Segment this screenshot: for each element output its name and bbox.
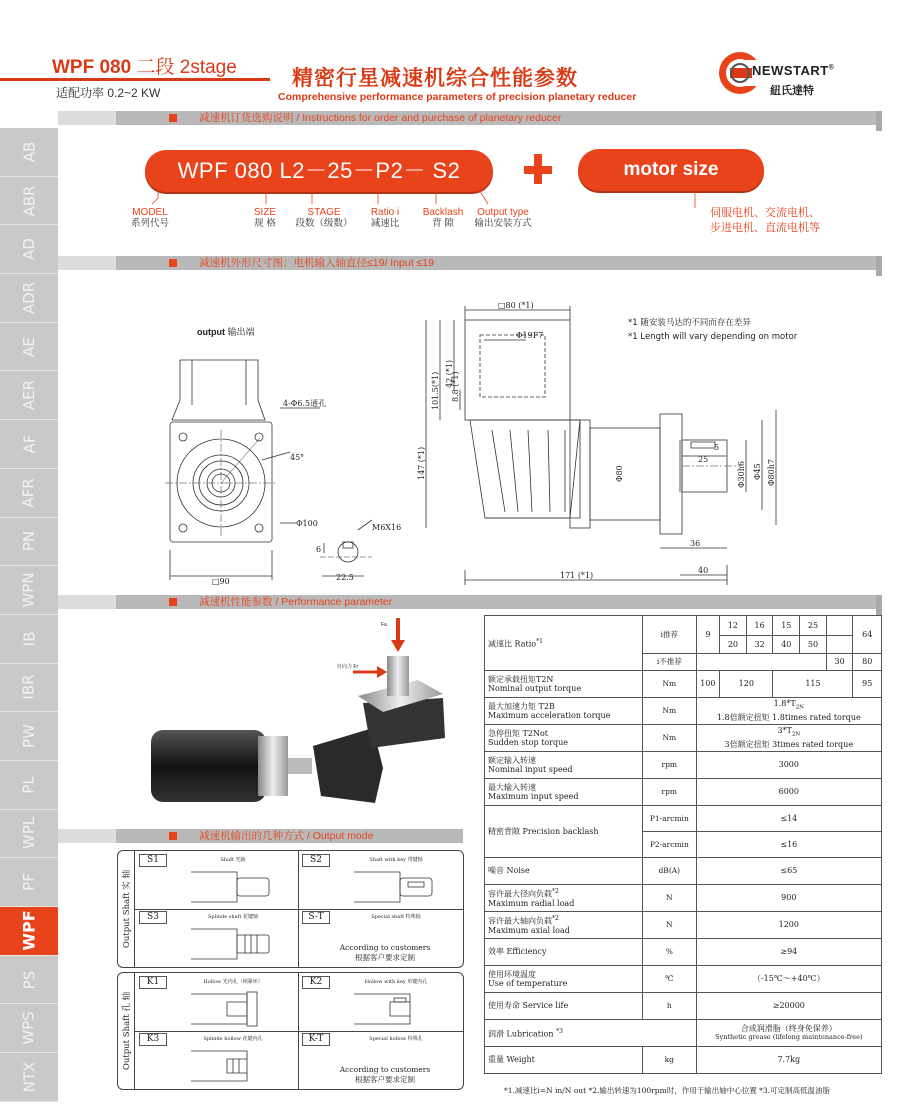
label-model-en: MODEL [132, 207, 168, 218]
side-tab-abr[interactable] [0, 177, 58, 226]
dim-holes: 4-Φ6.5通孔 [283, 399, 327, 408]
side-tab-label: PF [20, 873, 38, 891]
param-noise: 噪音 Noise [485, 858, 643, 885]
param-value: 3000 [696, 752, 881, 779]
param-cn: 额定输入转速 [488, 755, 536, 765]
side-tab-label: AD [20, 238, 38, 261]
param-cn: 额定承载扭矩T2N [488, 674, 554, 684]
param-value: ≤16 [696, 832, 881, 858]
according-text [320, 1065, 450, 1085]
dim-key-height: 22.5 [336, 573, 354, 582]
param-unit: % [642, 939, 696, 966]
label-stage-cn: 段数（级数） [295, 218, 353, 229]
motor-flange [258, 736, 288, 796]
section-title-performance: 减速机性能参数 / Performance parameter [199, 596, 393, 608]
side-tab-adr[interactable] [0, 274, 58, 323]
param-en: Use of temperature [488, 979, 568, 988]
side-tab-wpn[interactable] [0, 566, 58, 615]
label-backlash-cn: 背 隙 [432, 218, 454, 229]
stop-v1: 3*T [777, 726, 792, 736]
side-tab-label: WPL [19, 817, 38, 850]
side-tab-label: AER [19, 380, 38, 411]
side-tab-pl[interactable] [0, 761, 58, 810]
page-subtitle: Comprehensive performance parameters of precision planetary reducer [278, 91, 637, 103]
section-marker-icon [169, 832, 177, 840]
ratio-cell: 9 [696, 616, 719, 654]
ratio-cell: 40 [773, 636, 800, 654]
side-tab-af[interactable] [0, 420, 58, 469]
cell-code: K-T [302, 1033, 330, 1046]
model-code: WPF 080 [52, 57, 132, 78]
side-tab-label: PL [20, 776, 38, 794]
dim-8-8: 8.8 (*1) [451, 371, 460, 402]
power-range: 适配功率 0.2~2 KW [56, 86, 161, 100]
according-en: According to customers [339, 1065, 431, 1074]
label-ratio-cn: 减速比 [370, 218, 400, 229]
cell-code: S2 [302, 854, 330, 867]
param-cn: 容许最大轴向负载 [488, 916, 552, 926]
label-model-cn: 系列代号 [130, 218, 169, 229]
motor-types-line2: 步进电机、直流电机等 [710, 222, 820, 234]
model-heading [52, 52, 237, 79]
param-value: 115 [773, 671, 853, 698]
output-shaft [387, 656, 409, 696]
product-photo [143, 618, 463, 823]
section-title-output-mode: 减速机输出的几种方式 / Output mode [199, 830, 374, 842]
param-life: 使用寿命 Service life [485, 993, 643, 1020]
performance-table [484, 615, 882, 1074]
param-value: 6000 [696, 779, 881, 806]
section-bar-performance [58, 595, 882, 609]
lub-sup: *3 [556, 1027, 563, 1035]
param-value: 7.7kg [696, 1047, 881, 1074]
cell-code: K3 [139, 1033, 167, 1046]
section-marker-icon [169, 114, 177, 122]
keyed-bore-icon [350, 990, 440, 1028]
output-cn: 输出端 [227, 327, 255, 337]
param-value [696, 725, 881, 752]
lub-v1: 合成润滑脂（终身免保养） [740, 1023, 837, 1033]
side-tab-aer[interactable] [0, 371, 58, 420]
ratio-cell: 12 [720, 616, 747, 636]
dim-phi-80h7: Φ80h7 [767, 459, 776, 486]
param-unit: Nm [642, 725, 696, 752]
output-mode-diagram [117, 850, 464, 1090]
param-unit: P2-arcmin [642, 832, 696, 858]
dim-phi-80: Φ80 [615, 465, 624, 482]
dim-pcd: Φ100 [296, 519, 318, 528]
side-tab-label: AF [19, 434, 38, 454]
side-tab-pn[interactable] [0, 518, 58, 567]
label-stage-en: STAGE [307, 207, 341, 218]
ratio-blank [696, 654, 826, 671]
label-size-cn: 规 格 [254, 218, 276, 229]
param-cn: 急停扭矩 T2Not [488, 728, 548, 738]
table-row [485, 779, 882, 806]
side-tab-label: AFR [20, 478, 38, 508]
dim-key-width: 6 [316, 545, 322, 554]
param-value: ≤65 [696, 858, 881, 885]
dim-phi-45: Φ45 [753, 463, 762, 480]
param-en: Sudden stop torque [488, 738, 568, 747]
ratio-label-text: 减速比 Ratio [488, 639, 537, 649]
lub-label: 润滑 Lubrication [488, 1029, 554, 1039]
section-bar-order [58, 111, 882, 125]
page-title: 精密行星减速机综合性能参数 [292, 67, 578, 90]
cell-code: K1 [139, 976, 167, 989]
plus-icon [521, 150, 555, 190]
param-unit: dB(A) [642, 858, 696, 885]
keyed-shaft-icon [350, 868, 440, 906]
according-cn: 根据客户要求定制 [355, 953, 415, 962]
table-row [485, 1020, 882, 1047]
param-value: 900 [696, 885, 881, 912]
note-cn: *1 随安装马达的不同而存在差异 [628, 318, 751, 328]
param-lubrication [485, 1020, 697, 1047]
side-tab-label: IB [20, 631, 38, 647]
cell-code: S3 [139, 911, 167, 924]
output-cell-s3 [137, 911, 297, 965]
param-unit: Nm [642, 698, 696, 725]
side-tab-label: NTX [19, 1061, 38, 1093]
spline-bore-icon [187, 1047, 277, 1085]
output-cell-kt [300, 1033, 460, 1087]
table-row [485, 912, 882, 939]
param-accel [485, 698, 643, 725]
dim-flange-square: □80 (*1) [498, 301, 534, 310]
side-tab-ae[interactable] [0, 323, 58, 372]
param-value: 100 [696, 671, 719, 698]
motor-connector-line [690, 190, 700, 210]
according-text [320, 943, 450, 963]
dim-square: □90 [212, 577, 230, 586]
dim-angle: 45° [290, 453, 305, 462]
ratio-cell: 16 [746, 616, 773, 636]
label-backlash [418, 207, 468, 229]
param-unit: N [642, 885, 696, 912]
accel-v1: 1.8*T [773, 699, 796, 709]
section-marker-icon [169, 259, 177, 267]
ratio-blank [826, 636, 853, 654]
dim-101-5: 101.5(*1) [431, 371, 440, 410]
param-cn: 容许最大径向负载 [488, 889, 552, 899]
cell-code: S1 [139, 854, 167, 867]
ratio-blank [826, 616, 853, 636]
plain-shaft-icon [187, 868, 277, 906]
param-en: Maximum radial load [488, 899, 575, 909]
param-axial [485, 912, 643, 939]
cell-caption: Special shaft 特殊轴 [371, 914, 421, 920]
label-output-en: Output type [477, 207, 529, 218]
side-tab-label: IBR [19, 674, 38, 700]
hollow-shaft-group-label [118, 973, 135, 1089]
param-unit: ℃ [642, 966, 696, 993]
ratio-cell: 15 [773, 616, 800, 636]
side-tab-label: PN [20, 531, 38, 552]
heading-rule [0, 78, 270, 81]
cell-caption: Hollow with key 单键内孔 [364, 979, 428, 985]
param-value: ≥94 [696, 939, 881, 966]
side-output-flange [660, 414, 682, 534]
label-model [120, 207, 180, 229]
table-row [485, 725, 882, 752]
side-tab-afr[interactable] [0, 469, 58, 518]
table-row [485, 858, 882, 885]
logo-name: NEWSTART [752, 63, 829, 78]
ratio-cell: 25 [800, 616, 827, 636]
side-tab-pw[interactable] [0, 712, 58, 761]
param-radial [485, 885, 643, 912]
side-tab-label: PW [19, 724, 38, 749]
param-en: Nominal input speed [488, 765, 573, 774]
param-en: Maximum axial load [488, 926, 570, 936]
side-tab-wpl[interactable] [0, 810, 58, 859]
side-tab-label: PS [19, 970, 38, 989]
param-maxspeed [485, 779, 643, 806]
side-tab-ps[interactable] [0, 956, 58, 1005]
param-value: 120 [720, 671, 773, 698]
section-title-dimension: 减速机外形尺寸图：电机输入轴直径≤19/ Input ≤19 [199, 257, 434, 269]
param-efficiency: 效率 Efficiency [485, 939, 643, 966]
param-unit: N [642, 912, 696, 939]
side-tab-ibr[interactable] [0, 664, 58, 713]
side-tab-label: ADR [19, 281, 38, 315]
dim-147: 147 (*1) [417, 446, 426, 480]
output-en: output [197, 327, 225, 337]
side-tab-ad[interactable] [0, 225, 58, 274]
section-bar-output-mode [58, 829, 463, 843]
output-cell-k3 [137, 1033, 297, 1087]
side-tab-label: WPN [19, 572, 38, 608]
dim-36: 36 [690, 539, 701, 548]
cell-caption: Shaft 光轴 [220, 857, 246, 863]
param-cn: 最大输入转速 [488, 782, 536, 792]
order-code-pill: WPF 080 L2－25－P2－ S2 [145, 150, 493, 192]
param-value: （-15℃～+40℃） [696, 966, 881, 993]
param-unit: rpm [642, 752, 696, 779]
dim-phi-30: Φ30h6 [737, 461, 746, 488]
dim-42: 42 (*1) [445, 359, 454, 388]
table-row [485, 966, 882, 993]
cell-caption: Shaft with key 带键轴 [369, 857, 423, 863]
param-stop [485, 725, 643, 752]
param-unit: kg [642, 1047, 696, 1074]
cell-caption: Special hollow 特殊孔 [369, 1036, 423, 1042]
table-row [485, 671, 882, 698]
ratio-label [485, 616, 643, 671]
label-ratio-en: Ratio i [370, 207, 400, 218]
cell-code: K2 [302, 976, 330, 989]
front-top-housing [172, 360, 265, 420]
param-backlash: 精密背隙 Precision backlash [485, 806, 643, 858]
dim-5: 5 [714, 443, 720, 452]
side-taper [470, 420, 580, 518]
label-output-type [470, 207, 536, 229]
table-row [485, 806, 882, 832]
param-cn: 使用环境温度 [488, 969, 536, 979]
side-body [590, 428, 660, 520]
spline-shaft-icon [187, 925, 277, 963]
output-cell-s2 [300, 854, 460, 908]
dim-25: 25 [698, 455, 709, 464]
side-tab-label: WPF [19, 910, 39, 951]
param-speed [485, 752, 643, 779]
output-cell-st [300, 911, 460, 965]
table-row [485, 939, 882, 966]
param-sup: *2 [552, 915, 559, 923]
param-en: Maximum input speed [488, 792, 579, 801]
motor-shaft [288, 758, 312, 774]
side-tab-wpf[interactable] [0, 907, 58, 956]
side-tab-label: WPS [20, 1011, 38, 1045]
according-cn: 根据客户要求定制 [355, 1075, 415, 1084]
cell-code: S-T [302, 911, 330, 924]
param-sup: *2 [552, 888, 559, 896]
param-en: Nominal output torque [488, 684, 582, 693]
accel-v1-sub: 2N [795, 704, 804, 711]
param-value [696, 1020, 881, 1047]
param-cn: 最大加速力矩 T2B [488, 701, 555, 711]
param-value: ≤14 [696, 806, 881, 832]
param-temp [485, 966, 643, 993]
ratio-cell: 80 [853, 654, 882, 671]
cell-caption: Hollow 光内孔（锁紧环） [203, 979, 263, 985]
motor-types [700, 206, 830, 236]
table-row [485, 698, 882, 725]
solid-shaft-group-label [118, 851, 135, 967]
lub-v2: Synthetic grease (lifelong maintenance-free) [715, 1033, 863, 1041]
ratio-cell: 20 [720, 636, 747, 654]
section-bar-dimension [58, 256, 882, 270]
solid-shaft-group [117, 850, 464, 968]
motor-size-pill: motor size [578, 149, 764, 191]
dim-pilot: Φ19F7 [516, 331, 544, 340]
cell-caption: Splinde hollow 花键内孔 [203, 1036, 263, 1042]
table-row [485, 885, 882, 912]
dim-thread: M6X16 [372, 523, 402, 532]
dimension-drawing [140, 280, 840, 595]
section-title-order: 减速机订货选购说明 / Instructions for order and purchase of planetary reducer [199, 112, 562, 124]
dim-40: 40 [698, 566, 709, 575]
side-tab-wps[interactable] [0, 1004, 58, 1053]
according-en: According to customers [339, 943, 431, 952]
param-weight: 重量 Weight [485, 1047, 643, 1074]
label-size-en: SIZE [253, 207, 277, 218]
side-tab-label: ABR [19, 185, 38, 217]
note-en: *1 Length will vary depending on motor [628, 332, 798, 342]
label-ratio [360, 207, 410, 229]
label-stage [294, 207, 354, 229]
stop-v2: 3倍额定扭矩 3times rated torque [724, 740, 854, 750]
table-row [485, 616, 882, 636]
label-output-cn: 输出安装方式 [474, 218, 532, 229]
table-row [485, 1047, 882, 1074]
side-tab-label: AE [20, 336, 38, 357]
table-row [485, 993, 882, 1020]
radial-force-label: 径向力 Fr [337, 664, 359, 670]
param-unit: P1-arcmin [642, 806, 696, 832]
logo-registered-mark: ® [828, 64, 835, 72]
motor-types-line1: 伺服电机、交流电机、 [710, 207, 820, 219]
side-tab-ntx[interactable] [0, 1053, 58, 1102]
footnote: *1.减速比i=N in/N out *2.输出转速为100rpm时，作用于输出轴中心位置 *3.可定制高低温油脂 [504, 1086, 830, 1095]
axial-force-label: Fa [381, 622, 387, 628]
group1-text: Output Shaft 实 轴 [122, 869, 133, 949]
param-value: 95 [853, 671, 882, 698]
model-stage: 二段 2stage [136, 57, 237, 78]
i-not-recommended: i不推荐 [642, 654, 696, 671]
param-torque [485, 671, 643, 698]
table-row [485, 752, 882, 779]
dim-171: 171 (*1) [560, 571, 594, 580]
logo-text [752, 63, 834, 78]
ratio-sup: *1 [536, 637, 543, 645]
ratio-cell: 50 [800, 636, 827, 654]
side-tab-pf[interactable] [0, 858, 58, 907]
param-value [696, 698, 881, 725]
param-unit: rpm [642, 779, 696, 806]
hollow-bore-icon [187, 990, 277, 1028]
logo-chinese: 紐氏達特 [770, 85, 814, 97]
side-tab-ib[interactable] [0, 615, 58, 664]
param-en: Maximum acceleration torque [488, 711, 611, 720]
cell-caption: Splinde shaft 花键轴 [207, 914, 258, 920]
ratio-cell: 32 [746, 636, 773, 654]
param-unit: h [642, 993, 696, 1020]
label-backlash-en: Backlash [422, 207, 464, 218]
output-cell-s1 [137, 854, 297, 908]
label-size [240, 207, 290, 229]
group2-text: Output Shaft 孔 轴 [122, 991, 133, 1071]
hollow-shaft-group [117, 972, 464, 1090]
ratio-cell: 64 [853, 616, 882, 654]
output-cell-k2 [300, 976, 460, 1030]
code-connector-lines [140, 188, 540, 208]
section-marker-icon [169, 598, 177, 606]
side-tab-label: AB [20, 141, 38, 163]
series-side-tabs [0, 128, 58, 1102]
stop-v1-sub: 2N [791, 731, 801, 738]
accel-v2: 1.8倍额定扭矩 1.8times rated torque [716, 713, 861, 723]
side-tab-ab[interactable] [0, 128, 58, 177]
motor-body [151, 730, 266, 802]
param-value: ≥20000 [696, 993, 881, 1020]
output-cell-k1 [137, 976, 297, 1030]
param-value: 1200 [696, 912, 881, 939]
i-recommended: i推荐 [642, 616, 696, 654]
param-unit: Nm [642, 671, 696, 698]
ratio-cell: 30 [826, 654, 853, 671]
